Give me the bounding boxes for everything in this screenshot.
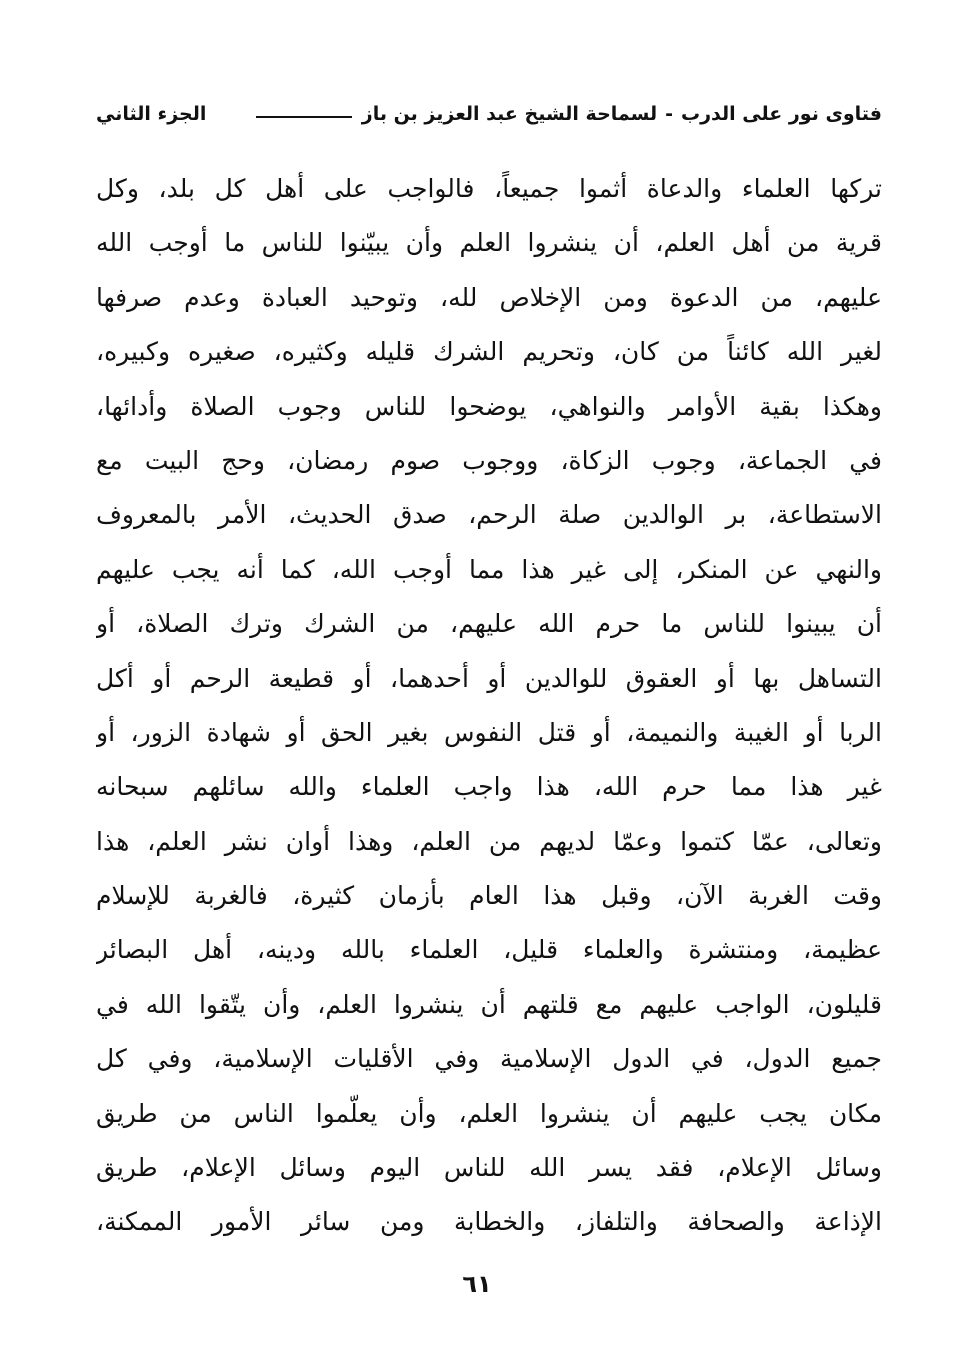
text-line: لغير الله كائناً من كان، وتحريم الشرك قليله وكثيره، صغيره وكبيره، (96, 337, 882, 367)
header-rule (256, 116, 352, 118)
text-line: الإذاعة والصحافة والتلفاز، والخطابة ومن سائر الأمور الممكنة، (96, 1207, 882, 1237)
body-text (96, 162, 882, 1250)
text-line: الاستطاعة، بر الوالدين صلة الرحم، صدق الحديث، الأمر بالمعروف (96, 500, 882, 530)
text-line: في الجماعة، وجوب الزكاة، ووجوب صوم رمضان، وحج البيت مع (96, 445, 882, 475)
book-title: فتاوى نور على الدرب (681, 103, 882, 125)
text-line: وقت الغربة الآن، وقبل هذا العام بأزمان كثيرة، فالغربة للإسلام (96, 881, 882, 911)
text-line: عليهم، من الدعوة ومن الإخلاص لله، وتوحيد العبادة وعدم صرفها (96, 282, 882, 312)
text-line: وتعالى، عمّا كتموا وعمّا لديهم من العلم، وهذا أوان نشر العلم، هذا (96, 826, 882, 856)
text-line: أن يبينوا للناس ما حرم الله عليهم، من الشرك وترك الصلاة، أو (96, 609, 882, 639)
text-line: التساهل بها أو العقوق للوالدين أو أحدهما، أو قطيعة الرحم أو أكل (96, 663, 882, 693)
header-title-group (246, 103, 882, 125)
text-line: والنهي عن المنكر، إلى غير هذا مما أوجب الله، كما أنه يجب عليهم (96, 554, 882, 584)
page-number: ٦١ (462, 1270, 492, 1298)
header-separator: - (665, 103, 673, 125)
text-line: غير هذا مما حرم الله، هذا واجب العلماء والله سائلهم سبحانه (96, 772, 882, 802)
text-line: قرية من أهل العلم، أن ينشروا العلم وأن يبيّنوا للناس ما أوجب الله (96, 228, 882, 258)
author-credit: لسماحة الشيخ عبد العزيز بن باز (361, 103, 658, 125)
text-line: تركها العلماء والدعاة أثموا جميعاً، فالواجب على أهل كل بلد، وكل (96, 174, 882, 203)
text-line: الربا أو الغيبة والنميمة، أو قتل النفوس بغير الحق أو شهادة الزور، أو (96, 717, 882, 747)
running-header (96, 96, 882, 132)
text-line: قليلون، الواجب عليهم مع قلتهم أن ينشروا العلم، وأن يتّقوا الله في (96, 989, 882, 1019)
text-line: جميع الدول، في الدول الإسلامية وفي الأقليات الإسلامية، وفي كل (96, 1044, 882, 1074)
text-line: وهكذا بقية الأوامر والنواهي، يوضحوا للناس وجوب الصلاة وأدائها، (96, 391, 882, 421)
text-line: عظيمة، ومنتشرة والعلماء قليل، العلماء بالله ودينه، أهل البصائر (96, 935, 882, 965)
text-line: مكان يجب عليهم أن ينشروا العلم، وأن يعلّموا الناس من طريق (96, 1098, 882, 1128)
text-line: وسائل الإعلام، فقد يسر الله للناس اليوم وسائل الإعلام، طريق (96, 1153, 882, 1183)
part-label: الجزء الثاني (96, 103, 207, 125)
